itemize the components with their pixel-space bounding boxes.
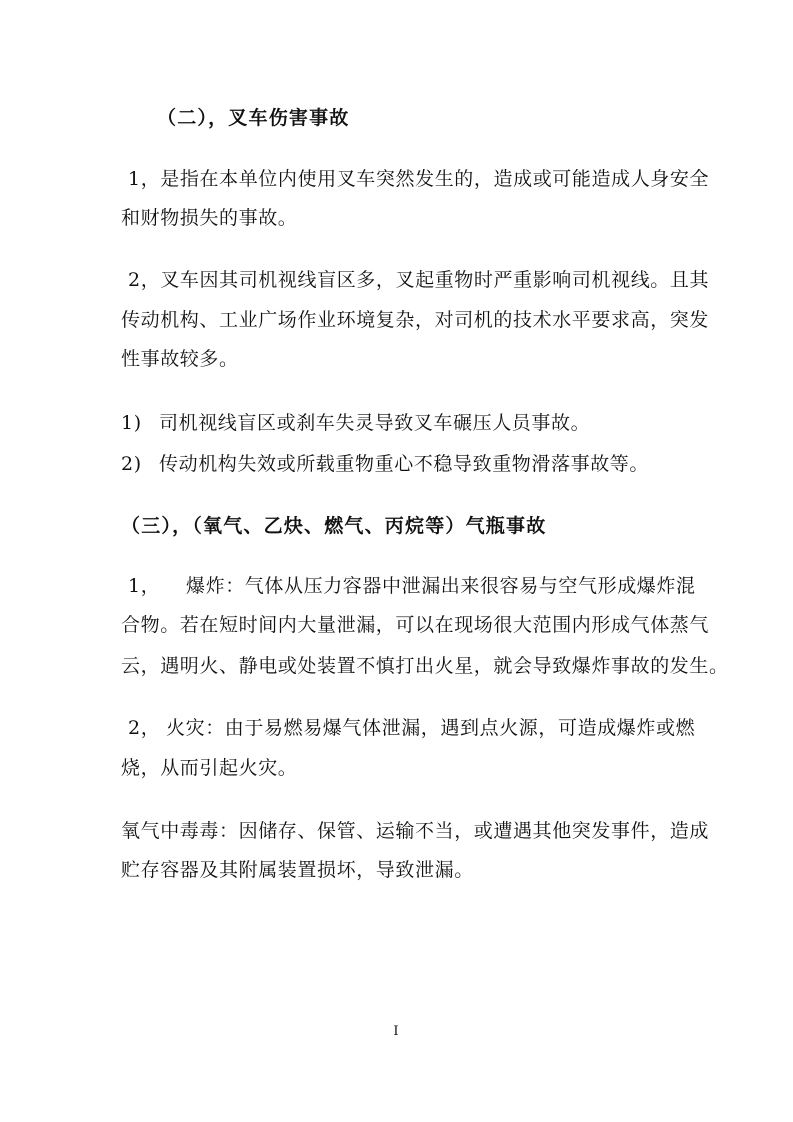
section-3-para-1-line-2: 合物。若在短时间内大量泄漏，可以在现场很大范围内形成气体蒸气 (121, 614, 710, 636)
list-item (121, 411, 590, 435)
section-3-heading: （三），（氧气、乙炔、燃气、丙烷等）气瓶事故 (121, 515, 547, 537)
list-item-text: 司机视线盲区或刹车失灵导致叉车碾压人员事故。 (159, 412, 591, 434)
section-3-para-2-line-2: 烧，从而引起火灾。 (121, 757, 298, 779)
section-3-para-2-line-1 (128, 716, 695, 740)
paragraph-marker: 1， (128, 575, 161, 597)
list-item-marker: 1) (121, 412, 142, 434)
page-number: I (393, 1024, 399, 1039)
list-item-text: 传动机构失效或所载重物重心不稳导致重物滑落事故等。 (159, 453, 650, 475)
paragraph-text: 爆炸：气体从压力容器中泄漏出来很容易与空气形成爆炸混 (186, 575, 696, 597)
section-2-para-1-line-2: 和财物损失的事故。 (121, 207, 298, 229)
section-2-para-2-line-3: 性事故较多。 (121, 348, 239, 370)
list-item (121, 452, 649, 476)
section-3-para-3-line-2: 贮存容器及其附属装置损坏，导致泄漏。 (121, 859, 474, 881)
section-3-para-3-line-1: 氧气中毒毒：因储存、保管、运输不当，或遭遇其他突发事件，造成 (121, 820, 710, 842)
section-2-heading: （二），叉车伤害事故 (157, 107, 350, 129)
paragraph-text: 火灾：由于易燃易爆气体泄漏，遇到点火源，可造成爆炸或燃 (166, 717, 696, 739)
section-3-para-1-line-1 (128, 574, 696, 598)
list-item-marker: 2) (121, 453, 142, 475)
section-2-para-2-line-2: 传动机构、工业广场作业环境复杂，对司机的技术水平要求高，突发 (121, 309, 710, 331)
section-2-para-1-line-1: 1，是指在本单位内使用叉车突然发生的，造成或可能造成人身安全 (128, 168, 710, 190)
section-2-para-2-line-1: 2，叉车因其司机视线盲区多，叉起重物时严重影响司机视线。且其 (128, 269, 710, 291)
paragraph-marker: 2， (128, 717, 161, 739)
section-3-para-1-line-3: 云，遇明火、静电或处装置不慎打出火星，就会导致爆炸事故的发生。 (121, 655, 729, 677)
